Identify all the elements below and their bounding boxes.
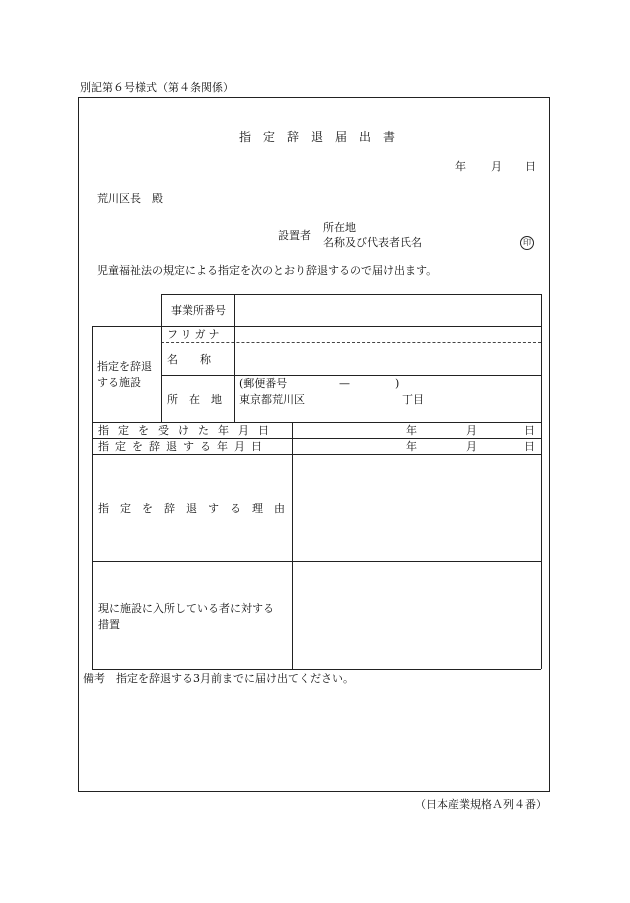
table-line [92, 669, 541, 670]
addressee: 荒川区長 殿 [97, 192, 163, 205]
measures-label-1: 現に施設に入所している者に対する [98, 602, 274, 615]
reason-label: 指定を辞退する理由 [98, 502, 296, 515]
date-received-label: 指定を受けた年月日 [98, 424, 278, 437]
applicant-label: 設置者 [278, 229, 311, 242]
seal-icon: 印 [520, 236, 534, 250]
postal-dash: — [339, 377, 350, 390]
office-number-label: 事業所番号 [171, 304, 226, 317]
postal-close: ) [395, 377, 400, 390]
date-day-label: 日 [525, 160, 536, 173]
date-year-label: 年 [455, 160, 466, 173]
withdraw-month: 月 [466, 440, 477, 453]
withdraw-year: 年 [406, 440, 417, 453]
received-day: 日 [524, 424, 535, 437]
table-line [92, 326, 541, 327]
applicant-location-label: 所在地 [323, 221, 356, 234]
table-line [92, 438, 541, 439]
address-prefix: 東京都荒川区 [239, 393, 305, 406]
table-line [161, 375, 541, 376]
address-suffix: 丁目 [402, 393, 424, 406]
form-code: 別記第６号様式（第４条関係） [80, 81, 234, 94]
table-line [92, 454, 541, 455]
facility-group-label-2: する施設 [97, 376, 141, 389]
date-month-label: 月 [491, 160, 502, 173]
table-line [161, 294, 162, 422]
measures-label-2: 措置 [98, 618, 120, 631]
furigana-label: フリガナ [167, 328, 223, 341]
table-line [92, 326, 93, 669]
table-line [92, 561, 541, 562]
table-line [292, 422, 293, 669]
received-month: 月 [466, 424, 477, 437]
received-year: 年 [406, 424, 417, 437]
address-label: 所 在 地 [167, 393, 222, 406]
paper-size-note: （日本産業規格Ａ列４番） [415, 798, 547, 811]
facility-group-label-1: 指定を辞退 [97, 360, 152, 373]
table-line [161, 294, 541, 295]
table-line-dashed [161, 342, 541, 343]
body-text: 児童福祉法の規定による指定を次のとおり辞退するので届け出ます。 [97, 264, 438, 277]
form-frame [78, 97, 550, 792]
applicant-name-label: 名称及び代表者氏名 [323, 236, 422, 249]
postal-label: (郵便番号 [239, 377, 288, 390]
date-withdraw-label: 指定を辞退する年月日 [98, 440, 268, 453]
note: 備考 指定を辞退する3月前までに届け出てください。 [83, 672, 354, 685]
name-label: 名 称 [167, 353, 211, 366]
form-title: 指定辞退届出書 [239, 130, 408, 144]
table-line [234, 294, 235, 422]
table-line [541, 294, 542, 669]
table-line [92, 422, 541, 423]
withdraw-day: 日 [524, 440, 535, 453]
